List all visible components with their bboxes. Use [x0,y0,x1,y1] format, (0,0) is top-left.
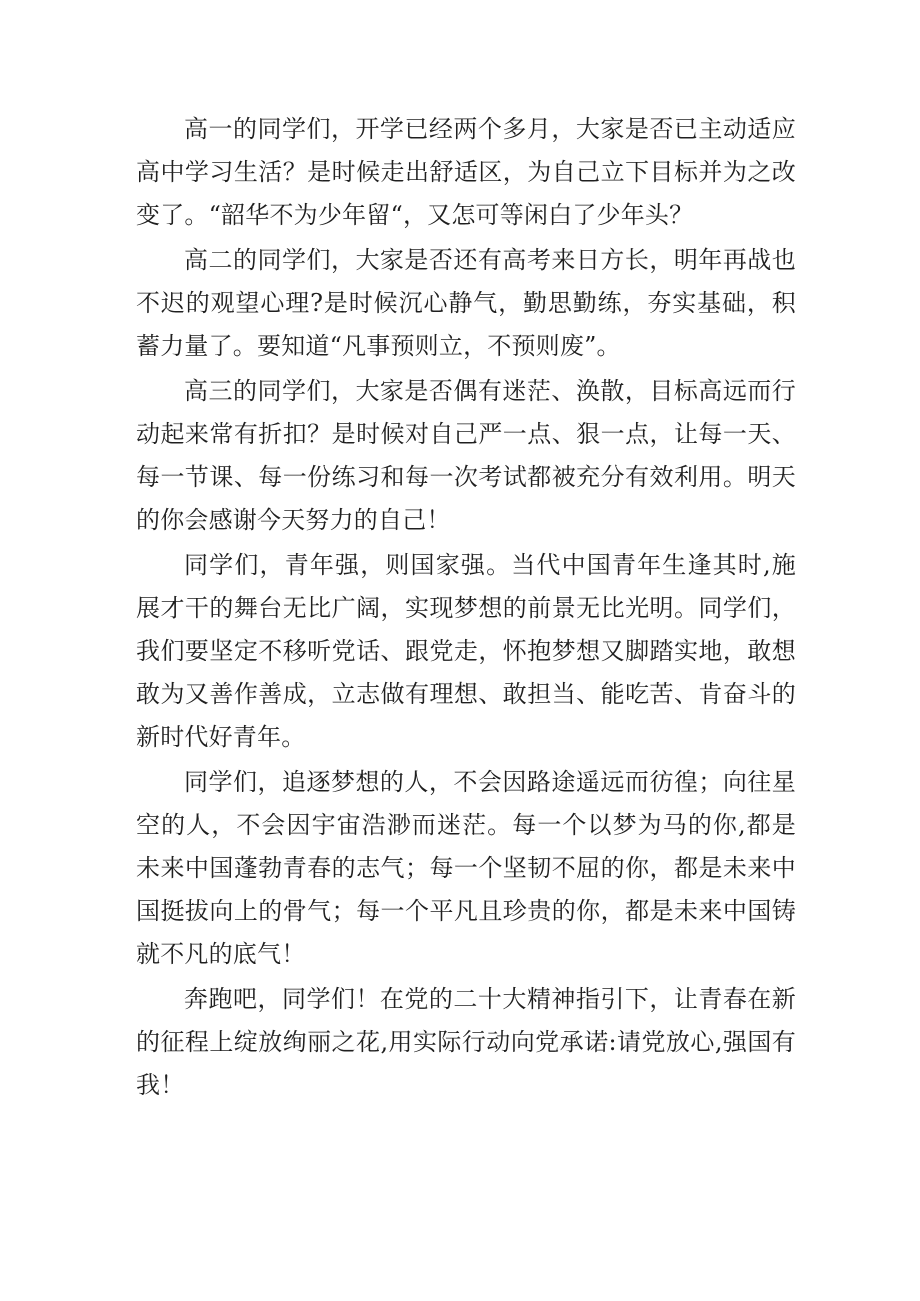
paragraph-2: 高二的同学们，大家是否还有高考来日方长，明年再战也不迟的观望心理?是时候沉心静气，勤思勤练，夯实基础，积蓄力量了。要知道“凡事预则立，不预则废”。 [136,246,796,360]
paragraph-4: 同学们，青年强，则国家强。当代中国青年生逢其时,施展才干的舞台无比广阔，实现梦想的前景无比光明。同学们，我们要坚定不移听党话、跟党走，怀抱梦想又脚踏实地，敢想敢为又善作善成，立志做有理想、敢担当、能吃苦、肯奋斗的新时代好青年。 [136,551,796,751]
paragraph-5: 同学们，追逐梦想的人，不会因路途遥远而彷徨；向往星空的人，不会因宇宙浩渺而迷茫。每一个以梦为马的你,都是未来中国蓬勃青春的志气；每一个坚韧不屈的你，都是未来中国挺拔向上的骨气；每一个平凡且珍贵的你，都是未来中国铸就不凡的底气！ [136,768,796,968]
document-body [136,108,796,1109]
paragraph-3: 高三的同学们，大家是否偶有迷茫、涣散，目标高远而行动起来常有折扣？是时候对自己严一点、狠一点，让每一天、每一节课、每一份练习和每一次考试都被充分有效利用。明天的你会感谢今天努力的自己！ [136,377,796,534]
paragraph-6: 奔跑吧，同学们！在党的二十大精神指引下，让青春在新的征程上绽放绚丽之花,用实际行动向党承诺:请党放心,强国有我！ [136,985,796,1099]
paragraph-1: 高一的同学们，开学已经两个多月，大家是否已主动适应高中学习生活？是时候走出舒适区，为自己立下目标并为之改变了。“韶华不为少年留“，又怎可等闲白了少年头？ [136,115,796,229]
